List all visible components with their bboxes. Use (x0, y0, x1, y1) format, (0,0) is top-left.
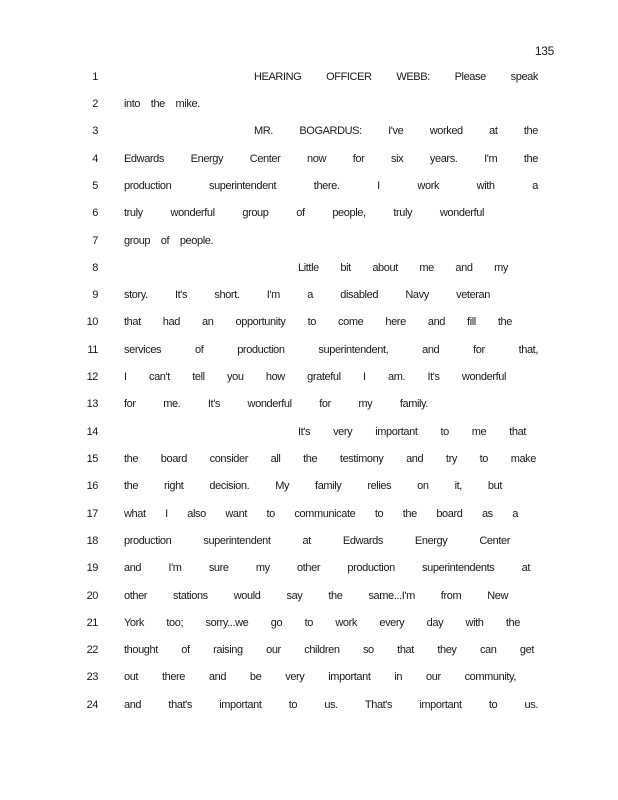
page-number: 135 (534, 44, 554, 58)
line-number: 15 (86, 453, 98, 465)
line-text: the board consider all the testimony and try to make (124, 453, 536, 465)
line-text: truly wonderful group of people, truly wonderful (124, 207, 484, 219)
line-number: 4 (92, 153, 98, 165)
transcript-line (0, 426, 618, 446)
transcript-line (0, 71, 618, 91)
line-text: I can't tell you how grateful I am. It's wonderful (124, 371, 506, 383)
line-number: 6 (92, 207, 98, 219)
line-text: production superintendent at Edwards Energy Center (124, 535, 510, 547)
transcript-line (0, 235, 618, 255)
transcript-line (0, 207, 618, 227)
line-text: story. It's short. I'm a disabled Navy veteran (124, 289, 490, 301)
line-number: 22 (86, 644, 98, 656)
line-number: 16 (86, 480, 98, 492)
transcript-line (0, 153, 618, 173)
line-text: out there and be very important in our community, (124, 671, 516, 683)
transcript-line (0, 98, 618, 118)
line-number: 21 (86, 617, 98, 629)
transcript-line (0, 562, 618, 582)
transcript-line (0, 617, 618, 637)
line-text: group of people. (124, 235, 214, 247)
transcript-line (0, 262, 618, 282)
transcript-line (0, 590, 618, 610)
line-number: 7 (92, 235, 98, 247)
line-number: 13 (86, 398, 98, 410)
line-number: 20 (86, 590, 98, 602)
transcript-line (0, 453, 618, 473)
line-text: Little bit about me and my (298, 262, 508, 274)
transcript-line (0, 180, 618, 200)
line-number: 2 (92, 98, 98, 110)
transcript-line (0, 371, 618, 391)
line-number: 14 (86, 426, 98, 438)
line-text: HEARING OFFICER WEBB: Please speak (254, 71, 538, 83)
transcript-line (0, 316, 618, 336)
line-text: other stations would say the same...I'm from New (124, 590, 508, 602)
line-number: 24 (86, 699, 98, 711)
line-text: and I'm sure my other production superintendents at (124, 562, 530, 574)
line-text: that had an opportunity to come here and fill the (124, 316, 512, 328)
line-text: services of production superintendent, and for that, (124, 344, 538, 356)
transcript-line (0, 644, 618, 664)
line-number: 18 (86, 535, 98, 547)
line-number: 17 (86, 508, 98, 520)
line-number: 10 (86, 316, 98, 328)
line-number: 12 (86, 371, 98, 383)
line-text: what I also want to communicate to the board as a (124, 508, 518, 520)
line-text: thought of raising our children so that they can get (124, 644, 534, 656)
transcript-line (0, 480, 618, 500)
line-number: 8 (92, 262, 98, 274)
line-number: 5 (92, 180, 98, 192)
transcript-line (0, 289, 618, 309)
transcript-line (0, 535, 618, 555)
transcript-line (0, 699, 618, 719)
transcript-line (0, 125, 618, 145)
line-text: into the mike. (124, 98, 200, 110)
transcript-line (0, 508, 618, 528)
transcript-line (0, 344, 618, 364)
line-number: 23 (86, 671, 98, 683)
line-text: for me. It's wonderful for my family. (124, 398, 428, 410)
line-number: 1 (92, 71, 98, 83)
line-text: York too; sorry...we go to work every day with the (124, 617, 520, 629)
line-number: 19 (86, 562, 98, 574)
line-text: the right decision. My family relies on it, but (124, 480, 502, 492)
line-number: 11 (87, 344, 98, 356)
line-text: It's very important to me that (298, 426, 526, 438)
line-number: 3 (92, 125, 98, 137)
line-number: 9 (92, 289, 98, 301)
transcript-line (0, 671, 618, 691)
line-text: Edwards Energy Center now for six years. I'm the (124, 153, 538, 165)
line-text: MR. BOGARDUS: I've worked at the (254, 125, 538, 137)
line-text: and that's important to us. That's important to us. (124, 699, 538, 711)
line-text: production superintendent there. I work with a (124, 180, 538, 192)
transcript-line (0, 398, 618, 418)
